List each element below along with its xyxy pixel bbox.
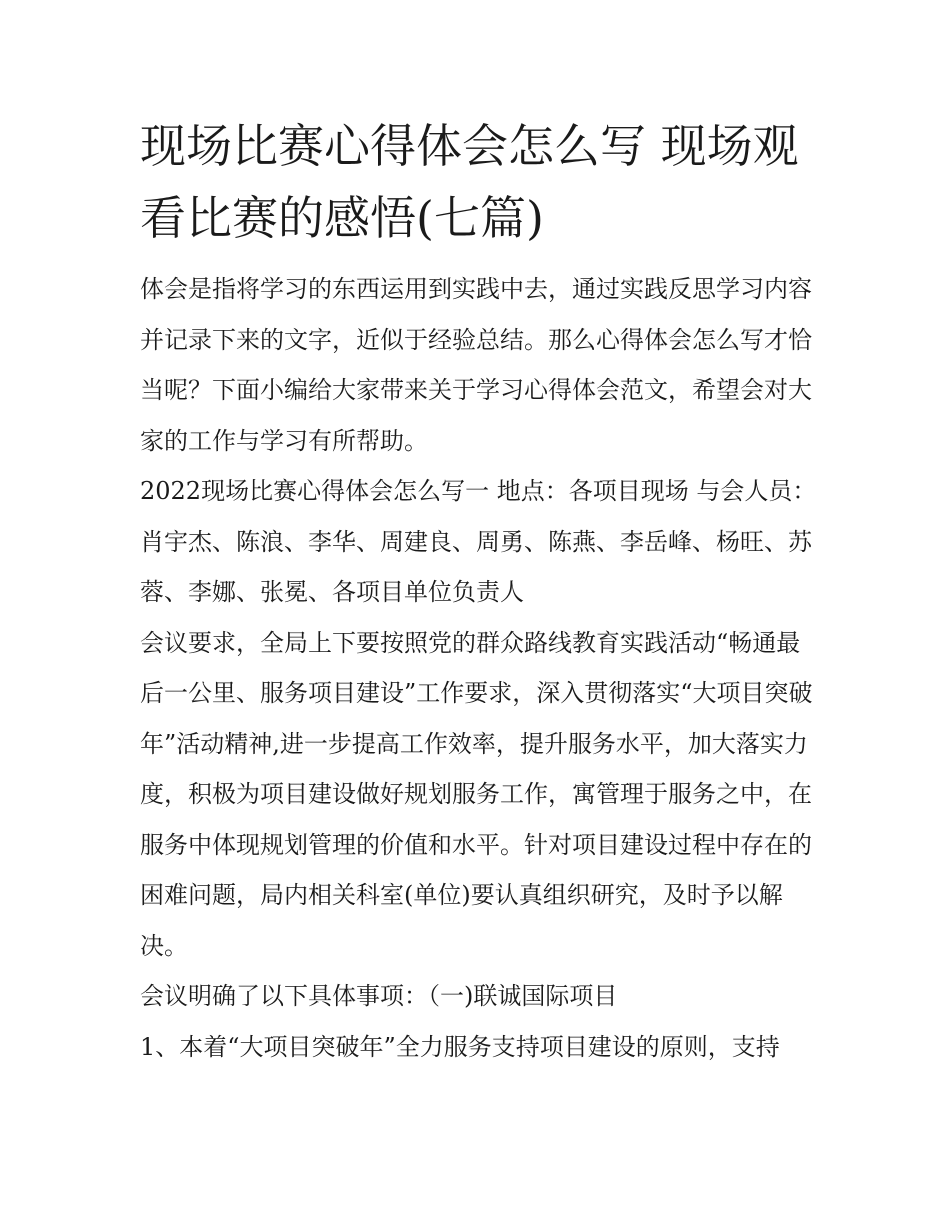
intro-paragraph: 体会是指将学习的东西运用到实践中去，通过实践反思学习内容并记录下来的文字，近似于经验总结。那么心得体会怎么写才恰当呢？下面小编给大家带来关于学习心得体会范文，希望会对大家的工作与学习有所帮助。 <box>140 275 812 455</box>
meeting-requirements-paragraph: 会议要求，全局上下要按照党的群众路线教育实践活动“畅通最后一公里、服务项目建设”工作要求，深入贯彻落实“大项目突破年”活动精神,进一步提高工作效率，提升服务水平，加大落实力度，积极为项目建设做好规划服务工作，寓管理于服务之中，在服务中体现规划管理的价值和水平。针对项目建设过程中存在的困难问题，局内相关科室(单位)要认真组织研究，及时予以解决。 <box>140 628 813 960</box>
item-one-paragraph: 1、本着“大项目突破年”全力服务支持项目建设的原则，支持 <box>140 1032 780 1061</box>
document-page <box>140 110 820 1072</box>
document-title: 现场比赛心得体会怎么写 现场观看比赛的感悟(七篇) <box>140 119 799 245</box>
meeting-items-paragraph: 会议明确了以下具体事项：（一)联诚国际项目 <box>140 982 618 1010</box>
meeting-info-paragraph: 2022现场比赛心得体会怎么写一 地点：各项目现场 与会人员：肖宇杰、陈浪、李华、周建良、周勇、陈燕、李岳峰、杨旺、苏蓉、李娜、张冕、各项目单位负责人 <box>140 477 817 606</box>
